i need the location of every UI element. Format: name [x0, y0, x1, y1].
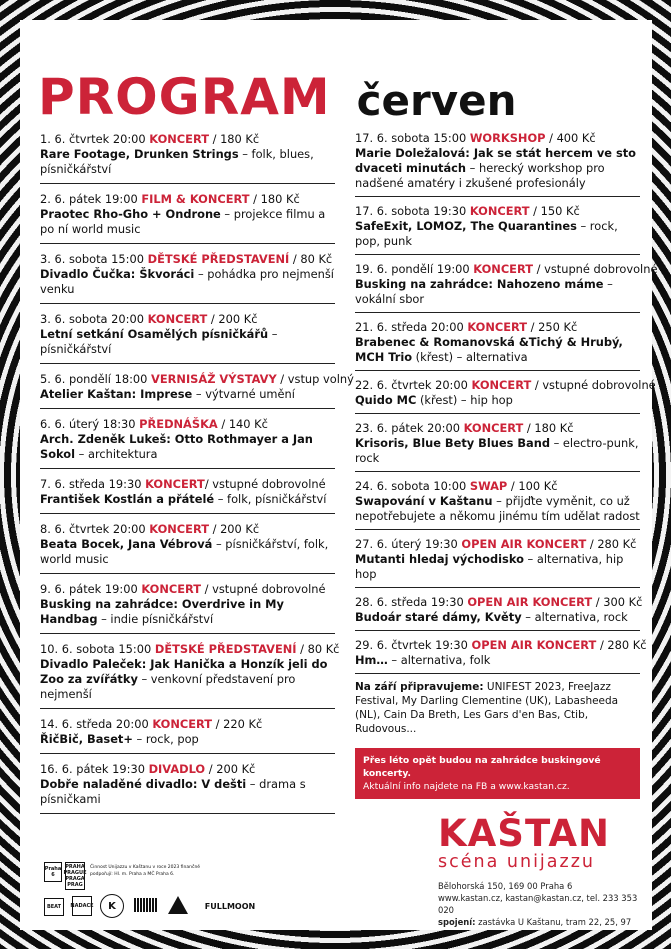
- event-description: (křest) – alternativa: [412, 350, 528, 364]
- barcode-logo: [134, 898, 158, 912]
- event-price: / 400 Kč: [545, 131, 596, 145]
- event-type: SWAP: [469, 479, 508, 493]
- event-type: WORKSHOP: [469, 131, 546, 145]
- event-name: Divadlo Čučka: Škvoráci: [40, 267, 195, 281]
- event-description: – pohádka pro nejmenší venku: [40, 267, 334, 296]
- event-item: [355, 375, 656, 414]
- event-name: Mutanti hledaj východisko: [355, 552, 524, 566]
- event-type: KONCERT: [145, 477, 205, 491]
- event-name: Atelier Kaštan: Imprese: [40, 387, 193, 401]
- event-name: Swapování v Kaštanu: [355, 494, 493, 508]
- event-type: PŘEDNÁŠKA: [139, 417, 218, 431]
- event-type: KONCERT: [149, 522, 209, 536]
- event-description: – písničkářství, folk, world music: [40, 537, 329, 566]
- event-item: [355, 534, 640, 588]
- event-description: – výtvarné umění: [192, 387, 295, 401]
- event-item: [40, 578, 335, 634]
- event-price: / 200 Kč: [207, 312, 258, 326]
- event-date: 17. 6. sobota 19:30: [355, 204, 467, 218]
- event-name: Beata Bocek, Jana Vébrová: [40, 537, 213, 551]
- event-description: – folk, písničkářství: [214, 492, 327, 506]
- event-date: 23. 6. pátek 20:00: [355, 421, 460, 435]
- event-description: – rock, pop, punk: [355, 219, 618, 248]
- event-price: / 220 Kč: [212, 717, 263, 731]
- event-item: [355, 418, 640, 472]
- event-date: 21. 6. středa 20:00: [355, 320, 464, 334]
- event-description: – písničkářství: [40, 327, 278, 356]
- event-title-line: [355, 552, 640, 582]
- notice-line-1: Přes léto opět budou na zahrádce buskingové koncerty.: [363, 755, 601, 779]
- event-description: – architektura: [75, 447, 158, 461]
- event-title-line: [355, 494, 640, 524]
- event-date: 7. 6. středa 19:30: [40, 477, 142, 491]
- event-price: / 280 Kč: [596, 638, 647, 652]
- event-price: / vstupné dobrovolné: [531, 378, 656, 392]
- event-date-line: [40, 372, 354, 387]
- event-title-line: [40, 387, 335, 402]
- event-item: [40, 368, 354, 409]
- event-description: – alternativa, rock: [521, 610, 628, 624]
- event-date: 27. 6. úterý 19:30: [355, 537, 458, 551]
- event-date: 16. 6. pátek 19:30: [40, 762, 145, 776]
- event-title-line: [40, 492, 335, 507]
- funding-note: Činnost Unijazzu v Kaštanu v roce 2023 finančně podpořují: Hl. m. Praha a MČ Praha 6.: [90, 865, 201, 877]
- title-program: PROGRAM: [38, 68, 331, 126]
- event-price: / 150 Kč: [529, 204, 580, 218]
- event-date: 17. 6. sobota 15:00: [355, 131, 467, 145]
- event-date-line: [40, 582, 335, 597]
- event-item: [40, 518, 335, 574]
- event-date: 1. 6. čtvrtek 20:00: [40, 132, 146, 146]
- triangle-logo: [168, 896, 188, 914]
- event-name: SafeExit, LOMOZ, The Quarantines: [355, 219, 577, 233]
- event-item: [355, 128, 640, 197]
- event-price: / 140 Kč: [217, 417, 268, 431]
- event-description: – alternativa, hip hop: [355, 552, 624, 581]
- event-title-line: [40, 537, 335, 567]
- event-date: 14. 6. středa 20:00: [40, 717, 149, 731]
- event-item: [40, 308, 335, 364]
- brand-address-block: [438, 880, 652, 928]
- event-description: – venkovní představení pro nejmenší: [40, 672, 296, 701]
- event-date-line: [40, 522, 335, 537]
- event-date-line: [40, 642, 340, 657]
- event-type: KONCERT: [473, 262, 533, 276]
- event-price: / 200 Kč: [205, 762, 256, 776]
- event-type: KONCERT: [141, 582, 202, 596]
- brand-transport: [438, 916, 652, 928]
- kastan-brand: [438, 812, 652, 928]
- event-item: [40, 473, 335, 514]
- event-type: KONCERT: [471, 378, 532, 392]
- event-price: / 80 Kč: [289, 252, 333, 266]
- event-name: Letní setkání Osamělých písničkářů: [40, 327, 269, 341]
- event-title-line: [40, 432, 335, 462]
- event-type: KONCERT: [469, 204, 530, 218]
- title-month: červen: [356, 76, 517, 125]
- event-name: Dobře naladěné divadlo: V dešti: [40, 777, 247, 791]
- event-title-line: [40, 267, 335, 297]
- event-date: 5. 6. pondělí 18:00: [40, 372, 148, 386]
- event-type: OPEN AIR KONCERT: [471, 638, 597, 652]
- beat-logo: BEAT: [44, 898, 64, 916]
- event-name: Divadlo Paleček: Jak Hanička a Honzík jeli do Zoo za zvířátky: [40, 657, 328, 686]
- event-description: – vokální sbor: [355, 277, 613, 306]
- poster-header: [38, 42, 517, 126]
- event-date-line: [40, 252, 335, 267]
- event-date-line: [40, 312, 335, 327]
- event-title-line: [40, 657, 335, 702]
- event-price: / 300 Kč: [592, 595, 643, 609]
- event-date: 22. 6. čtvrtek 20:00: [355, 378, 468, 392]
- event-price: / 200 Kč: [208, 522, 260, 536]
- event-description: – electro-punk, rock: [355, 436, 639, 465]
- event-price: / 250 Kč: [527, 320, 578, 334]
- event-date: 6. 6. úterý 18:30: [40, 417, 136, 431]
- event-description: – rock, pop: [132, 732, 199, 746]
- event-description: – folk, blues, písničkářství: [40, 147, 314, 176]
- poster-sheet: [20, 20, 658, 930]
- event-title-line: [40, 327, 335, 357]
- event-title-line: [355, 277, 640, 307]
- event-name: Marie Doležalová: Jak se stát hercem ve sto dvaceti minutách: [355, 146, 637, 175]
- right-events: [355, 128, 658, 674]
- event-price: / 280 Kč: [586, 537, 637, 551]
- brand-contacts: www.kastan.cz, kastan@kastan.cz, tel. 233 353 020: [438, 892, 638, 915]
- event-title-line: [40, 732, 335, 747]
- event-item: [40, 188, 335, 244]
- event-title-line: [355, 653, 640, 668]
- event-date: 10. 6. sobota 15:00: [40, 642, 152, 656]
- event-price: / vstupné dobrovolné: [201, 582, 326, 596]
- event-date: 28. 6. středa 19:30: [355, 595, 464, 609]
- event-item: [40, 758, 335, 814]
- event-title-line: [355, 610, 640, 625]
- event-description: – indie písničkářství: [97, 612, 214, 626]
- event-type: VERNISÁŽ VÝSTAVY: [151, 372, 277, 386]
- event-title-line: [355, 436, 640, 466]
- event-description: – drama s písničkami: [40, 777, 306, 806]
- event-type: DIVADLO: [148, 762, 206, 776]
- event-price: / 180 Kč: [249, 192, 300, 206]
- event-title-line: [40, 597, 335, 627]
- event-item: [40, 713, 335, 754]
- summer-notice: [355, 748, 640, 799]
- event-date-line: [40, 192, 335, 207]
- event-date-line: [355, 421, 640, 436]
- event-date: 3. 6. sobota 20:00: [40, 312, 144, 326]
- event-name: Praotec Rho-Gho + Ondrone: [40, 207, 221, 221]
- event-description: – projekce filmu a po ní world music: [40, 207, 326, 236]
- event-type: FILM & KONCERT: [141, 192, 250, 206]
- event-date-line: [355, 320, 640, 335]
- event-type: DĚTSKÉ PŘEDSTAVENÍ: [154, 642, 297, 656]
- upcoming-label: Na září připravujeme:: [355, 681, 484, 693]
- sponsor-logos: [44, 862, 364, 922]
- event-type: KONCERT: [149, 132, 209, 146]
- event-price: / 80 Kč: [296, 642, 340, 656]
- event-name: Rare Footage, Drunken Strings: [40, 147, 239, 161]
- event-item: [40, 413, 335, 469]
- left-program-column: [40, 128, 354, 818]
- event-description: – herecký workshop pro nadšené amatéry i zkušené profesionály: [355, 161, 605, 190]
- event-date-line: [355, 378, 656, 393]
- nadace-logo: NADACE: [72, 896, 92, 916]
- event-title-line: [40, 777, 335, 807]
- event-type: DĚTSKÉ PŘEDSTAVENÍ: [147, 252, 290, 266]
- event-name: Busking na zahrádce: Nahozeno máme: [355, 277, 604, 291]
- brand-name: KAŠTAN: [438, 812, 610, 855]
- event-title-line: [355, 219, 640, 249]
- event-date-line: [40, 132, 335, 147]
- event-date-line: [355, 262, 658, 277]
- event-item: [355, 635, 647, 674]
- event-name: Hm…: [355, 653, 388, 667]
- event-type: KONCERT: [467, 320, 528, 334]
- notice-line-2: Aktuální info najdete na FB a www.kastan.cz.: [363, 781, 570, 792]
- event-date: 2. 6. pátek 19:00: [40, 192, 138, 206]
- right-program-column: [355, 128, 658, 799]
- event-date-line: [355, 638, 647, 653]
- event-type: KONCERT: [147, 312, 208, 326]
- event-date: 29. 6. čtvrtek 19:30: [355, 638, 468, 652]
- event-item: [40, 128, 335, 184]
- event-date: 19. 6. pondělí 19:00: [355, 262, 470, 276]
- event-name: Budoár staré dámy, Květy: [355, 610, 522, 624]
- event-date-line: [40, 477, 335, 492]
- event-date-line: [355, 479, 640, 494]
- event-description: – alternativa, folk: [387, 653, 491, 667]
- event-item: [40, 638, 340, 709]
- event-title-line: [355, 393, 640, 408]
- event-price: / vstupné dobrovolné: [204, 477, 326, 491]
- event-date: 3. 6. sobota 15:00: [40, 252, 144, 266]
- praha6-logo: Praha 6: [44, 862, 62, 882]
- event-price: / 180 Kč: [523, 421, 574, 435]
- event-item: [355, 259, 658, 313]
- event-type: OPEN AIR KONCERT: [461, 537, 587, 551]
- event-type: KONCERT: [152, 717, 213, 731]
- event-item: [355, 201, 640, 255]
- event-date-line: [355, 131, 640, 146]
- event-date-line: [355, 537, 640, 552]
- event-date-line: [355, 595, 643, 610]
- event-date-line: [355, 204, 640, 219]
- event-name: Brabenec & Romanovská &Tichý & Hrubý, MCH Trio: [355, 335, 623, 364]
- fullmoon-logo: FULLMOON: [204, 901, 256, 911]
- event-price: / vstup volný: [276, 372, 354, 386]
- event-title-line: [40, 207, 335, 237]
- brand-address: Bělohorská 150, 169 00 Praha 6: [438, 880, 573, 891]
- k-logo: K: [100, 894, 124, 918]
- event-price: / 100 Kč: [507, 479, 558, 493]
- event-name: Busking na zahrádce: Overdrive in My Handbag: [40, 597, 284, 626]
- event-item: [355, 317, 640, 371]
- event-date: 9. 6. pátek 19:00: [40, 582, 138, 596]
- event-name: Quido MC: [355, 393, 417, 407]
- event-type: OPEN AIR KONCERT: [467, 595, 593, 609]
- event-item: [355, 592, 643, 631]
- event-title-line: [40, 147, 335, 177]
- transport-label: spojení:: [438, 916, 476, 927]
- event-name: Krisoris, Blue Bety Blues Band: [355, 436, 550, 450]
- event-description: – přijďte vyměnit, co už nepotřebujete a někomu jinému tím udělat radost: [355, 494, 640, 523]
- event-date: 24. 6. sobota 10:00: [355, 479, 467, 493]
- upcoming-text: UNIFEST 2023, FreeJazz Festival, My Darling Clementine (UK), Labasheeda (NL), Cain Da Breth, Les Gars d'en Bas, Ctib, Rudovous...: [355, 681, 619, 735]
- event-date-line: [40, 717, 335, 732]
- event-price: / vstupné dobrovolné: [533, 262, 658, 276]
- event-price: / 180 Kč: [208, 132, 260, 146]
- event-name: Arch. Zdeněk Lukeš: Otto Rothmayer a Jan Sokol: [40, 432, 313, 461]
- event-date-line: [40, 762, 335, 777]
- event-title-line: [355, 146, 640, 191]
- event-title-line: [355, 335, 640, 365]
- praha-logo: PRAHA PRAGUE PRAGA PRAG: [63, 864, 87, 888]
- event-item: [40, 248, 335, 304]
- event-name: František Kostlán a přátelé: [40, 492, 215, 506]
- event-type: KONCERT: [463, 421, 524, 435]
- event-description: (křest) – hip hop: [416, 393, 513, 407]
- event-name: ŘičBič, Baset+: [40, 732, 133, 746]
- upcoming-september: [355, 680, 640, 736]
- transport-text: zastávka U Kaštanu, tram 22, 25, 97: [475, 916, 632, 927]
- event-date: 8. 6. čtvrtek 20:00: [40, 522, 146, 536]
- brand-subtitle: scéna unijazzu: [438, 852, 595, 872]
- event-item: [355, 476, 640, 530]
- event-date-line: [40, 417, 335, 432]
